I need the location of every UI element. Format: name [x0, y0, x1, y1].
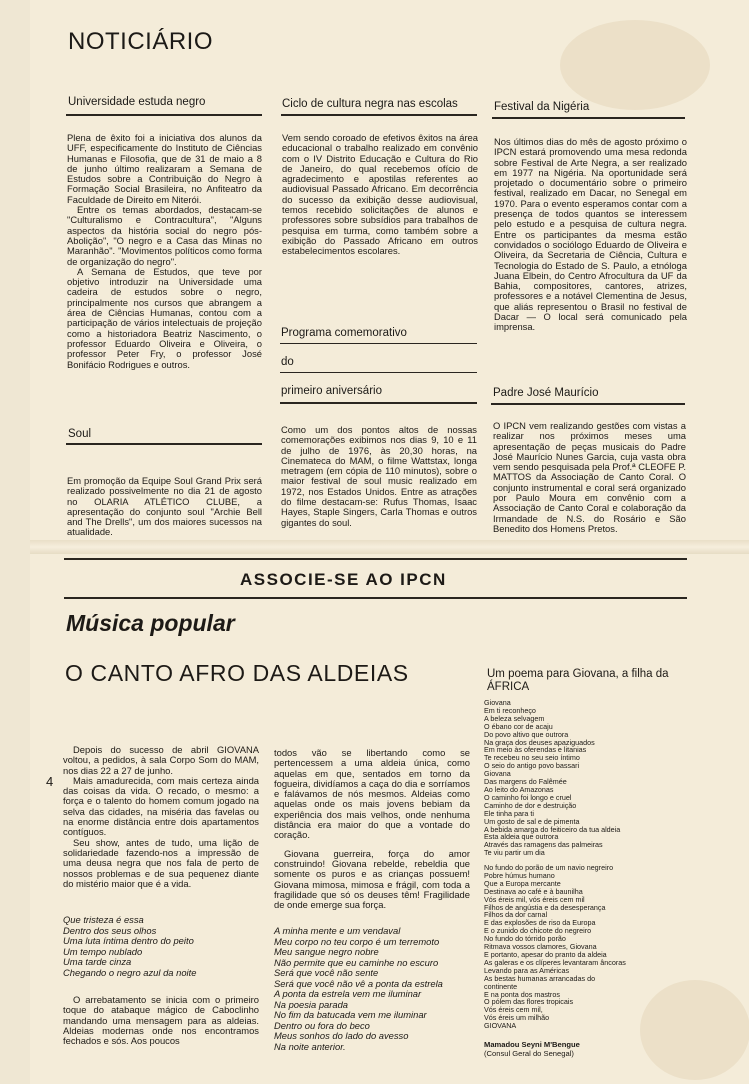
verse-line: Não permite que eu caminhe no escuro [274, 956, 439, 968]
poem-line: Esta aldeia que outrora [484, 832, 559, 842]
paragraph: Como um dos pontos altos de nossas comemorações exibimos nos dias 9, 10 e 11 de julho de 1976, às 20,30 horas, na Cinemateca do MAM, o filme Wattstax, longa metragem (em cópia de 110 minutos), sobre o maior festival de soul music realizado em 1972, nos Estados Unidos. Entre as atrações do filme destacam-se: Rufus Thomas, Isaac Hayes, Staple Singers, Carla Thomas e outros gigantes do soul. [281, 425, 477, 528]
section-title-aniversario: primeiro aniversário [281, 385, 382, 397]
poem-line: Ele tinha para ti [484, 808, 534, 818]
poem-line: Filhos da dor carnal [484, 910, 548, 920]
poem-line: Ao leito do Amazonas [484, 784, 554, 794]
poem-line: Giovana [484, 769, 511, 779]
poem-line: Vós éreis cem mil, [484, 1005, 543, 1015]
paragraph: Giovana guerreira, força do amor construindo! Giovana rebelde, rebeldia que somente os puros e as crianças possuem! Giovana mimosa, mimosa e frágil, com toda a fragilidade que só os deuses têm! Fragilidade de onde emerge sua força. [274, 847, 470, 911]
poem-line: E na ponta dos mastros [484, 989, 560, 999]
poem-line: Caminho de dor e destruição [484, 800, 577, 810]
verse-line: Na noite anterior. [274, 1040, 346, 1052]
section-rule [491, 403, 685, 405]
poem-line: Filhos de angústia e da desesperança [484, 902, 606, 912]
paragraph: Plena de êxito foi a iniciativa dos alunos da UFF, especificamente do Instituto de Ciências Humanas e Filosofia, que de 31 de maio a 8 de junho último realizaram a Semana de Estudos sobre a Contribuição do Negro à Formação Social Brasileira, no Anfiteatro da Faculdade de Direito em Niterói. [67, 132, 262, 205]
banner-associe: ASSOCIE-SE AO IPCN [240, 570, 447, 589]
poem-line: Na graça dos deuses apaziguados [484, 737, 595, 747]
poem-stanza-1 [484, 699, 684, 857]
poem-line: Em ti reconheço [484, 705, 536, 715]
article-universidade [67, 133, 262, 370]
section-rule [280, 372, 477, 373]
poem-author: Mamadou Seyni M'Bengue [484, 1040, 580, 1049]
poem-title: Um poema para Giovana, a filha da ÁFRICA [487, 668, 669, 693]
section-title-programa: Programa comemorativo [281, 327, 407, 339]
poem-line: Vós éreis um milhão [484, 1013, 550, 1023]
verse-line: Um tempo nublado [63, 945, 143, 957]
poem-line: Te viu partir um dia [484, 848, 545, 858]
section-title-padre: Padre José Maurício [493, 387, 599, 399]
verse-line: A minha mente e um vendaval [274, 925, 401, 936]
verse-line: Será que você não sente [274, 967, 379, 978]
poem-line: No fundo do porão de um navio negreiro [484, 863, 614, 872]
poem-line: No fundo do tórrido porão [484, 934, 566, 944]
verse-line: Uma tarde cinza [63, 956, 132, 967]
page-number: 4 [46, 774, 54, 789]
section-rule [280, 343, 477, 344]
poem-line: GIOVANA [484, 1021, 517, 1031]
poem-line: Através das ramagens das palmeiras [484, 840, 603, 850]
verse-line: Dentro ou fora do beco [274, 1019, 370, 1031]
paragraph: Depois do sucesso de abril GIOVANA voltou, a pedidos, à sala Corpo Som do MAM, nos dias 22 a 27 de junho. [63, 744, 259, 776]
poem-line: E o zunido do chicote do negreiro [484, 926, 592, 936]
section-title-programa-do: do [281, 356, 294, 368]
page-fold [30, 540, 749, 554]
verse-line: Meus sonhos do lado do avesso [274, 1030, 409, 1041]
verse-line: Meu corpo no teu corpo é um terremoto [274, 935, 440, 947]
paper-stain [560, 20, 710, 110]
paragraph: Mais amadurecida, com mais certeza ainda das coisas da vida. O recado, o mesmo: a força e o talento do homem comum jogado na selva das cidades, na miséria das favelas ou na enorme distância entre dois apartamentos contíguos. [63, 774, 259, 838]
article-col1-end [63, 995, 259, 1046]
section-rule [281, 114, 477, 116]
banner-rule-top [64, 558, 687, 560]
poem-line: O caminho foi longo e cruel [484, 792, 572, 802]
article-col2 [274, 748, 470, 910]
paragraph: Entre os temas abordados, destacam-se "Culturalismo e Contracultura", "Alguns aspectos da história social do negro pós-Abolição", "O negro e a Casa das Minas no Maranhão". "Movimentos políticos como forma de organização do negro". [67, 204, 262, 267]
poem-author-role: (Consul Geral do Senegal) [484, 1049, 574, 1058]
article-ciclo [282, 133, 478, 257]
section-title-universidade: Universidade estuda negro [68, 96, 206, 108]
article-headline: O CANTO AFRO DAS ALDEIAS [65, 660, 409, 686]
section-rule [66, 114, 262, 116]
poem-line: As bestas humanas arrancadas do [484, 973, 596, 983]
verse-line: A ponta da estrela vem me iluminar [274, 988, 422, 999]
poem-line: A bebida amarga do feiticeiro da tua aldeia [484, 824, 621, 834]
poem-line: Das margens do Falêmée [484, 777, 567, 787]
paragraph: O arrebatamento se inicia com o primeiro toque do atabaque mágico de Caboclinho mandando uma mensagem para as aldeias. Aldeias modernas onde nos encontramos fechados e sós. Aos poucos [63, 994, 259, 1047]
poem-line: Em meio às oferendas e litanias [484, 745, 587, 755]
paragraph: O IPCN vem realizando gestões com vistas a realizar nos próximos meses uma apresentação de peças musicais do Padre José Maurício Nunes Garcia, cuja vasta obra vem sendo pesquisada pela Prof.ª CLEOFE P. MATTOS da Associação de Canto Coral. O conjunto instrumental e coral será organizado por Paulo Moura em convênio com a Associação de Canto Coral e colaboração da Irmandade de N.S. do Rosário e São Benedito dos Homens Pretos. [493, 421, 686, 534]
article-col1 [63, 745, 259, 889]
verse-line: Na poesia parada [274, 998, 349, 1010]
article-programa [281, 425, 477, 539]
verse-line: Chegando o negro azul da noite [63, 966, 197, 978]
poem-line: O seio do antigo povo bassari [484, 761, 580, 771]
poem-line: continente [484, 981, 518, 991]
section-rule [66, 443, 262, 445]
verse-col2 [274, 926, 474, 1052]
paragraph: A Semana de Estudos, que teve por objetivo introduzir na Universidade uma cadeira de estudos sobre o negro, principalmente nos cursos que abrangem a área de Ciências Humanas, contou com a participação de vários intelectuais de projeção como a historiadora Beatriz Nascimento, o professor Eduardo Oliveira e Oliveira, o professor Peter Fry, o professor José Bonifácio Rodrigues e outros. [67, 265, 262, 370]
poem-stanza-2 [484, 864, 684, 1030]
verse-line: Dentro dos seus olhos [63, 924, 157, 936]
poem-line: Do povo altivo que outrora [484, 729, 569, 739]
section-rule [492, 117, 685, 119]
section-title-ciclo: Ciclo de cultura negra nas escolas [282, 98, 458, 110]
poem-line: Levando para as Américas [484, 965, 570, 975]
banner-rule-bottom [64, 597, 687, 599]
paragraph: Em promoção da Equipe Soul Grand Prix será realizado possivelmente no dia 21 de agosto no OLARIA ATLÉTICO CLUBE, a apresentação do conjunto soul "Archie Bell and The Drells", um dos maiores sucessos na atualidade. [67, 476, 262, 538]
verse-line: No fim da batucada vem me iluminar [274, 1009, 427, 1020]
article-soul [67, 476, 262, 538]
paragraph: Vem sendo coroado de efetivos êxitos na área educacional o trabalho realizado em convênio com o IV Distrito Educação e Cultura do Rio de Janeiro, do qual recebemos ofício de agradecimento e apostilas referentes ao audiovisual Passado Africano. Em decorrência do sucesso da exibição desse audiovisual, temos recebido solicitações de alunos e professores sobre subsídios para trabalhos de pesquisa em turma, como também sobre a exibição do Passado Africano em outros estabelecimentos escolares. [282, 132, 478, 257]
poem-line: E portanto, apesar do pranto da aldeia [484, 949, 607, 959]
paragraph: todos vão se libertando como se pertencessem a uma aldeia única, como aquelas em que, sentados em torno da fogueira, dividíamos a caça do dia e sorríamos e falávamos de nós mesmos. Aldeias como aquelas onde os mais jovens bebiam da experiência dos mais velhos, onde nenhuma distância era maior do que a vontade do coração. [274, 747, 470, 841]
section-title-soul: Soul [68, 428, 92, 440]
section-musica-popular: Música popular [66, 610, 235, 636]
poem-line: Ritmava vossos clamores, Giovana [484, 942, 597, 952]
verse-col1 [63, 915, 259, 978]
paragraph: Nos últimos dias do mês de agosto próximo o IPCN estará promovendo uma mesa redonda sobre Festival de Arte Negra, a ser realizado em 1977 na Nigéria. Na oportunidade será projetado o documentário sobre o primeiro festival, realizado em Dacar, no Senegal em 1970. Para o evento esperamos contar com a presença de todos quantos se interessem pelo estudo e a pesquisa de cultura negra. Entre os participantes da mesma estão convidados o sociólogo Eduardo de Oliveira e Oliveira, da Secretaria de Ciência, Cultura e Tecnologia do Estado de S. Paulo, a etnóloga Juana Elbein, do Centro Afrocultura da UF da Bahia, compositores, cantores, atrizes, professores e a notável Clementina de Jesus, que aliás representou o Brasil no festival de Dacar — O local será comunicado pela imprensa. [494, 136, 687, 333]
verse-line: Será que você não vê a ponta da estrela [274, 977, 443, 989]
poem-line: Te recebeu no seu seio íntimo [484, 753, 580, 763]
poem-line: Pobre húmus humano [484, 870, 555, 880]
verse-line: Uma luta íntima dentro do peito [63, 935, 194, 946]
article-padre [493, 421, 686, 541]
poem-line: O pólem das flores tropicais [484, 997, 574, 1007]
masthead: NOTICIÁRIO [68, 28, 214, 55]
section-title-festival: Festival da Nigéria [494, 101, 590, 113]
paragraph: Seu show, antes de tudo, uma lição de solidariedade fazendo-nos a impressão de uma deusa negra que nos fala de perto de nossos problemas e de sua pequenez diante do mistério maior que é a vida. [63, 836, 259, 889]
poem-line: O ébano cor de acaju [484, 721, 553, 731]
poem-line: Destinava ao café e à baunilha [484, 886, 583, 896]
article-festival [494, 137, 687, 333]
poem-line: Um gosto de sal e de pimenta [484, 816, 580, 826]
verse-line: Que tristeza é essa [63, 914, 144, 925]
poem-line: Giovana [484, 698, 511, 707]
poem-line: A beleza selvagem [484, 713, 545, 723]
poem-line: Que a Europa mercante [484, 878, 561, 888]
poem-line: E das explosões de riso da Europa [484, 918, 596, 928]
poem-line: Vós éreis mil, vós éreis cem mil [484, 894, 585, 904]
verse-line: Meu sangue negro nobre [274, 946, 379, 957]
section-rule [280, 402, 477, 404]
poem-line: As galeras e os clíperes levantaram âncoras [484, 957, 626, 967]
